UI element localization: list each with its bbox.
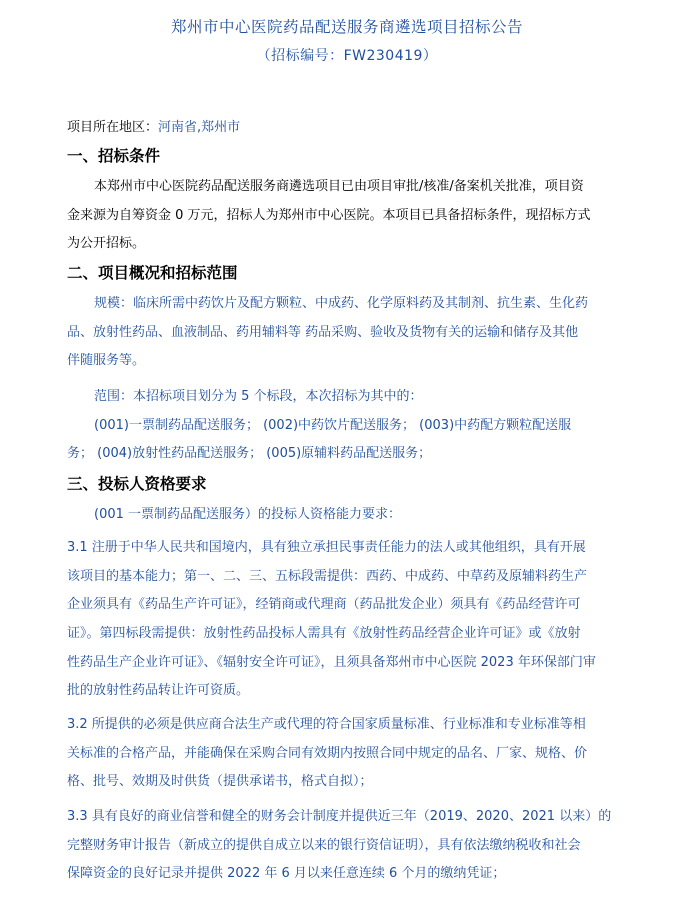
paragraph-line: (001 一票制药品配送服务）的投标人资格能力要求：: [94, 507, 402, 522]
paragraph-line: 保障资金的良好记录并提供 2022 年 6 月以来任意连续 6 个月的缴纳凭证；: [67, 866, 506, 881]
paragraph-line: 3.3 具有良好的商业信誉和健全的财务会计制度并提供近三年（2019、2020、2021 以来）的: [67, 809, 612, 824]
section-heading-2: 二、项目概况和招标范围: [67, 264, 238, 282]
paragraph-line: 3.2 所提供的必须是供应商合法生产或代理的符合国家质量标准、行业标准和专业标准等相: [67, 717, 586, 732]
tender-code: （招标编号：FW230419）: [256, 48, 438, 64]
paragraph-line: 范围：本招标项目划分为 5 个标段，本次招标为其中的：: [94, 389, 423, 404]
document-title: 郑州市中心医院药品配送服务商遴选项目招标公告: [170, 18, 523, 36]
paragraph-line: 格、批号、效期及时供货（提供承诺书，格式自拟）；: [67, 774, 373, 789]
section-heading-1: 一、招标条件: [67, 147, 161, 165]
paragraph-line: 完整财务审计报告（新成立的提供自成立以来的银行资信证明），具有依法缴纳税收和社会: [67, 838, 581, 853]
paragraph-line: (001)一票制药品配送服务； (002)中药饮片配送服务； (003)中药配方颗粒配送服: [94, 418, 572, 433]
paragraph-line: 务； (004)放射性药品配送服务； (005)原辅料药品配送服务；: [67, 446, 432, 461]
paragraph-line: 品、放射性药品、血液制品、药用辅料等 药品采购、验收及货物有关的运输和储存及其他: [67, 325, 579, 340]
paragraph-line: 本郑州市中心医院药品配送服务商遴选项目已由项目审批/核准/备案机关批准，项目资: [94, 179, 584, 194]
paragraph-line: 企业须具有《药品生产许可证》，经销商或代理商（药品批发企业）须具有《药品经营许可: [67, 597, 581, 612]
paragraph-line: 性药品生产企业许可证》、《辐射安全许可证》，且须具备郑州市中心医院 2023 年环保部门审: [67, 655, 596, 670]
region-value: 河南省,郑州市: [158, 120, 241, 135]
section-heading-3: 三、投标人资格要求: [67, 475, 207, 493]
paragraph-line: 批的放射性药品转让许可资质。: [67, 683, 250, 698]
paragraph-line: 3.1 注册于中华人民共和国境内，具有独立承担民事责任能力的法人或其他组织，具有开展: [67, 540, 586, 555]
paragraph-line: 该项目的基本能力；第一、二、三、五标段需提供：西药、中成药、中草药及原辅料药生产: [67, 569, 588, 584]
paragraph-line: 伴随服务等。: [67, 353, 146, 368]
paragraph-line: 关标准的合格产品，并能确保在采购合同有效期内按照合同中规定的品名、厂家、规格、价: [67, 746, 588, 761]
region-label: 项目所在地区：: [67, 120, 159, 135]
paragraph-line: 为公开招标。: [67, 236, 146, 251]
paragraph-line: 金来源为自筹资金 0 万元，招标人为郑州市中心医院。本项目已具备招标条件，现招标方式: [67, 208, 591, 223]
paragraph-line: 规模：临床所需中药饮片及配方颗粒、中成药、化学原料药及其制剂、抗生素、生化药: [94, 296, 589, 311]
project-region: [67, 117, 627, 139]
paragraph-line: 证》。第四标段需提供：放射性药品投标人需具有《放射性药品经营企业许可证》或《放射: [67, 626, 581, 641]
